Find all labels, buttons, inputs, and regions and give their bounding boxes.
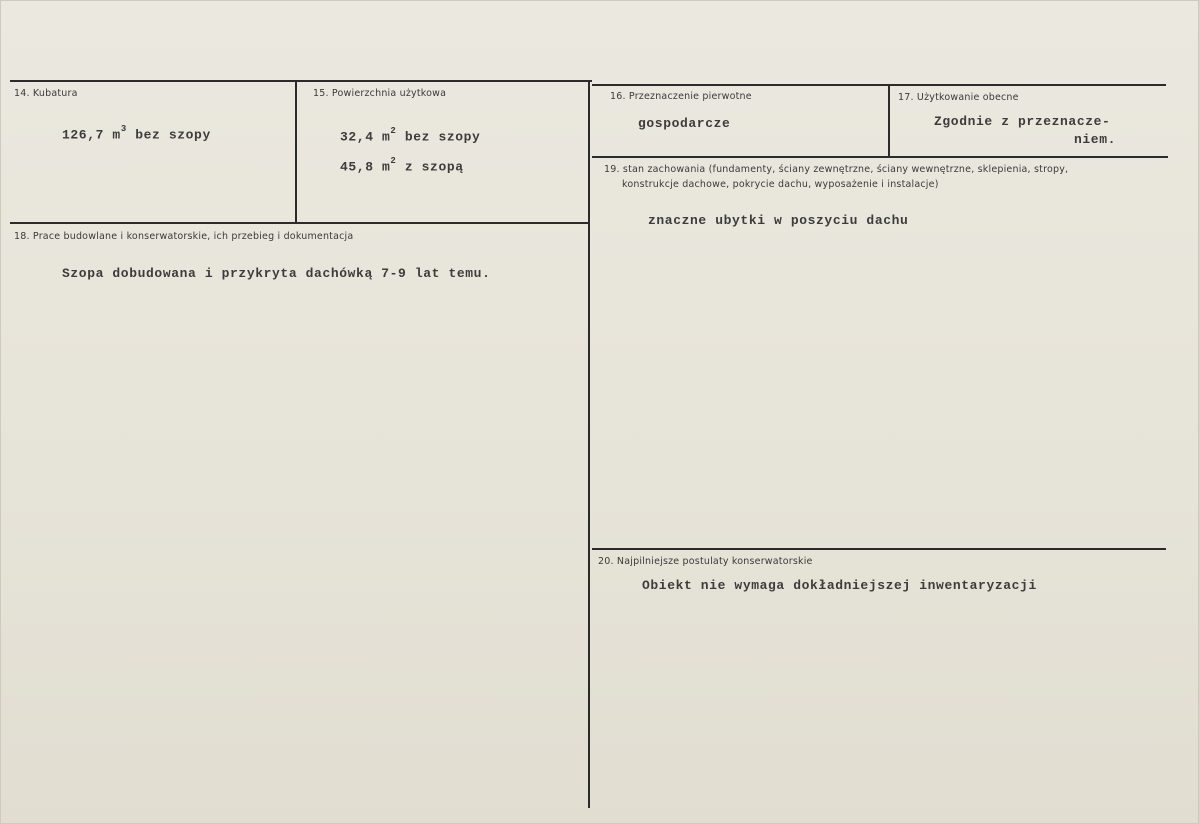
- top-rule-left: [10, 80, 592, 82]
- top-rule-right: [592, 84, 1166, 86]
- rule-above-18: [10, 222, 590, 224]
- field-19-value: znaczne ubytki w poszyciu dachu: [648, 213, 909, 228]
- field-19-label-line1: 19. stan zachowania (fundamenty, ściany zewnętrzne, ściany wewnętrzne, sklepienia, stropy,: [604, 164, 1069, 175]
- field-15-value-line2: 45,8 $m^2$ z szopą: [340, 156, 464, 175]
- divider-16-17: [888, 84, 890, 156]
- field-15-value-line1: 32,4 $m^2$ bez szopy: [340, 126, 481, 145]
- field-16-value: gospodarcze: [638, 116, 731, 131]
- field-18-label: 18. Prace budowlane i konserwatorskie, ich przebieg i dokumentacja: [14, 231, 354, 242]
- field-17-label: 17. Użytkowanie obecne: [898, 92, 1019, 103]
- field-17-value-line1: Zgodnie z przeznacze-: [934, 114, 1111, 129]
- divider-14-15: [295, 80, 297, 223]
- field-19-label-line2: konstrukcje dachowe, pokrycie dachu, wyposażenie i instalacje): [622, 179, 939, 190]
- field-16-label: 16. Przeznaczenie pierwotne: [610, 91, 752, 102]
- field-15-label: 15. Powierzchnia użytkowa: [313, 88, 447, 99]
- field-20-value: Obiekt nie wymaga dokładniejszej inwentaryzacji: [642, 578, 1037, 593]
- field-17-value-line2: niem.: [1074, 132, 1117, 147]
- divider-left-right: [588, 80, 590, 808]
- field-14-value: 126,7 $m^3$ bez szopy: [62, 124, 211, 143]
- field-20-label: 20. Najpilniejsze postulaty konserwatorskie: [598, 556, 813, 567]
- field-18-value: Szopa dobudowana i przykryta dachówką 7-9 lat temu.: [62, 266, 491, 281]
- rule-above-20: [592, 548, 1166, 550]
- field-14-label: 14. Kubatura: [14, 88, 78, 99]
- rule-above-19: [592, 156, 1168, 158]
